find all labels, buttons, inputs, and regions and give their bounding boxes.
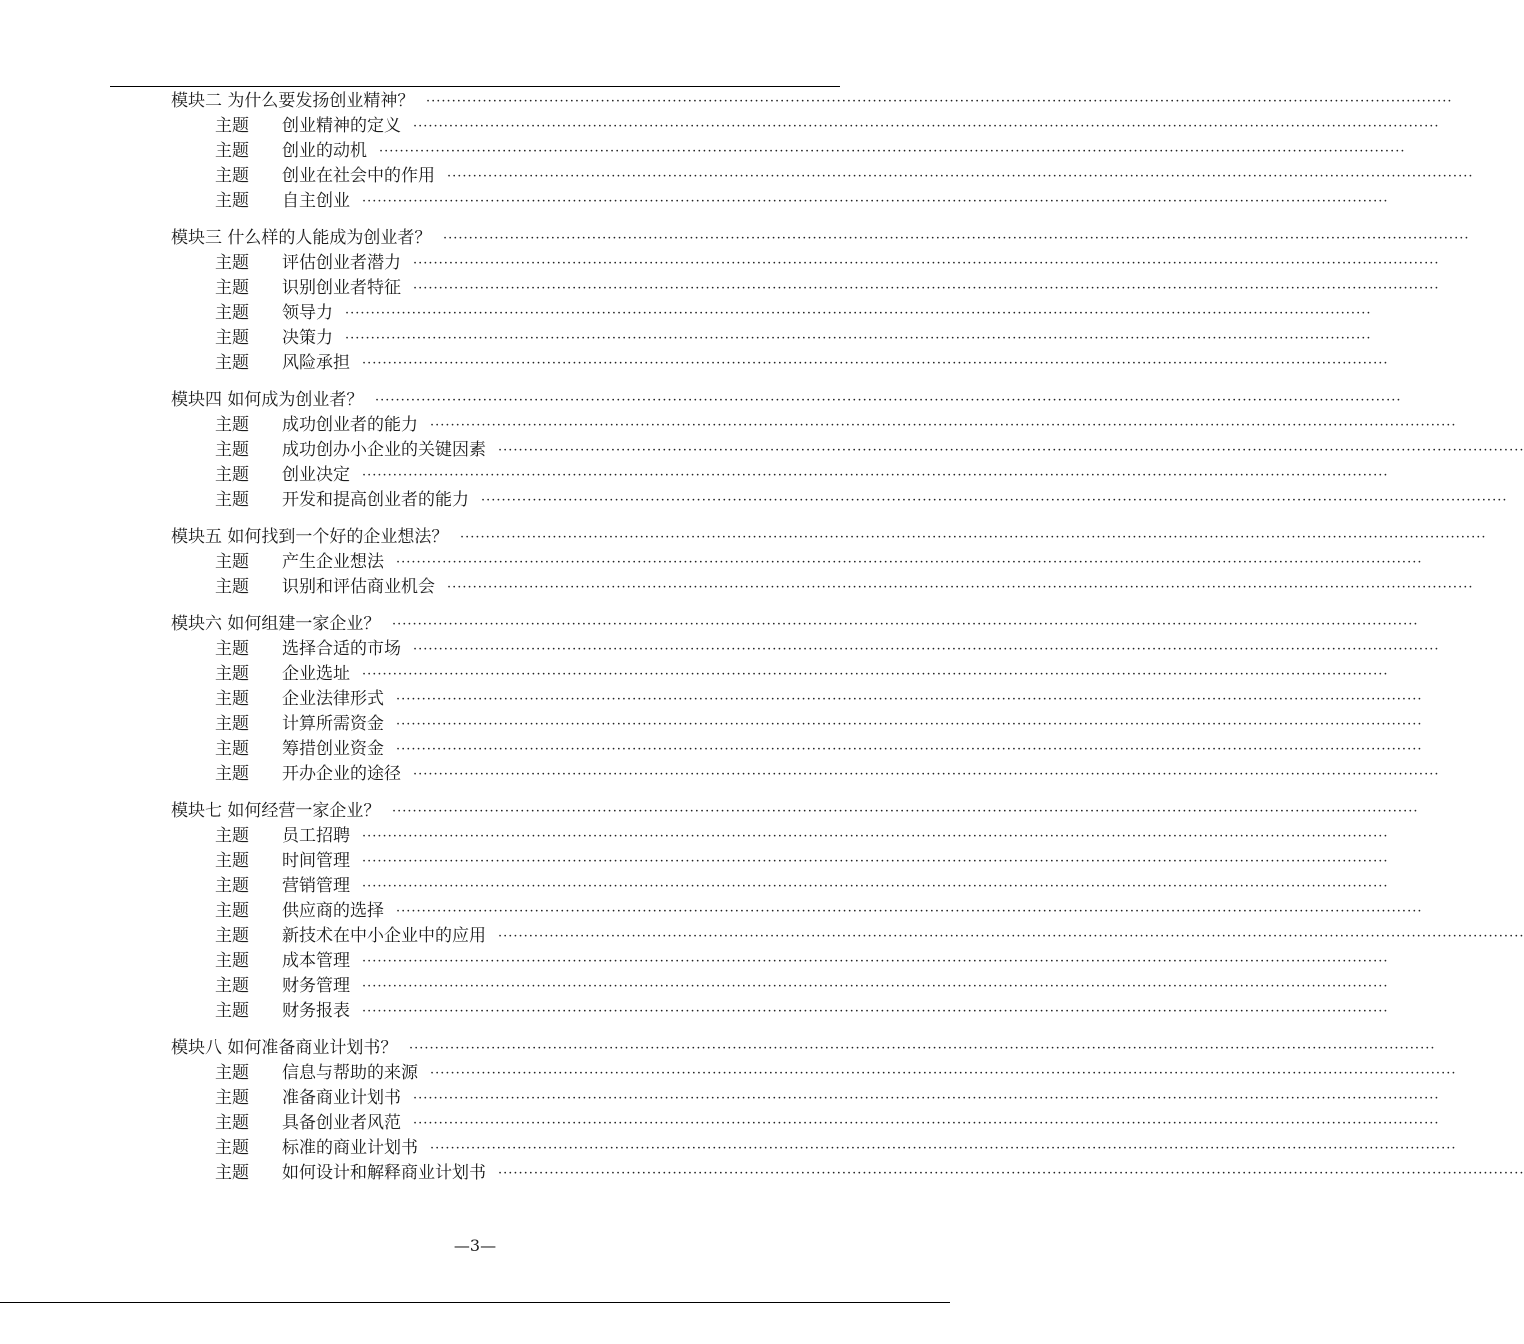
- topic-label: 主题: [215, 1001, 249, 1021]
- topic-entry: [0, 762, 1440, 787]
- topic-entry: [0, 1086, 1440, 1111]
- topic-entry: [0, 687, 1423, 712]
- dot-leader: ········································································································································································································: [362, 879, 1389, 894]
- topic-label: 主题: [215, 415, 249, 435]
- dot-leader: ········································································································································································································: [413, 1116, 1440, 1131]
- topic-entry: [0, 949, 1389, 974]
- topic-title: 准备商业计划书: [282, 1088, 401, 1108]
- topic-title: 营销管理: [282, 876, 350, 896]
- topic-label: 主题: [215, 303, 249, 323]
- module-title: 模块六 如何组建一家企业？: [171, 614, 381, 634]
- topic-label: 主题: [215, 901, 249, 921]
- topic-title: 供应商的选择: [282, 901, 384, 921]
- topic-entry: [0, 351, 1389, 376]
- topic-label: 主题: [215, 926, 249, 946]
- topic-entry: [0, 1136, 1457, 1161]
- topic-label: 主题: [215, 141, 249, 161]
- topic-entry: [0, 849, 1389, 874]
- topic-entry: [0, 550, 1423, 575]
- dot-leader: ········································································································································································································: [375, 393, 1402, 408]
- dot-leader: ········································································································································································································: [460, 530, 1487, 545]
- topic-title: 风险承担: [282, 353, 350, 373]
- topic-label: 主题: [215, 353, 249, 373]
- toc-module: [0, 612, 1440, 787]
- topic-title: 成功创业者的能力: [282, 415, 418, 435]
- topic-label: 主题: [215, 1088, 249, 1108]
- topic-label: 主题: [215, 851, 249, 871]
- topic-title: 创业的动机: [282, 141, 367, 161]
- module-heading: [0, 388, 1402, 413]
- topic-title: 决策力: [282, 328, 333, 348]
- topic-title: 成功创办小企业的关键因素: [282, 440, 486, 460]
- dot-leader: ········································································································································································································: [498, 1166, 1524, 1181]
- topic-label: 主题: [215, 951, 249, 971]
- dot-leader: ········································································································································································································: [396, 742, 1423, 757]
- topic-entry: [0, 114, 1440, 139]
- topic-title: 自主创业: [282, 191, 350, 211]
- toc-module: [0, 226, 1470, 376]
- dot-leader: ········································································································································································································: [396, 555, 1423, 570]
- topic-title: 领导力: [282, 303, 333, 323]
- dot-leader: ········································································································································································································: [396, 717, 1423, 732]
- topic-label: 主题: [215, 826, 249, 846]
- dot-leader: ········································································································································································································: [392, 804, 1419, 819]
- dot-leader: ········································································································································································································: [362, 468, 1389, 483]
- topic-label: 主题: [215, 739, 249, 759]
- module-title: 模块三 什么样的人能成为创业者？: [171, 228, 432, 248]
- topic-label: 主题: [215, 1138, 249, 1158]
- module-heading: [0, 1036, 1436, 1061]
- module-heading: [0, 612, 1419, 637]
- topic-title: 产生企业想法: [282, 552, 384, 572]
- topic-title: 创业在社会中的作用: [282, 166, 435, 186]
- dot-leader: ········································································································································································································: [498, 929, 1524, 944]
- dot-leader: ········································································································································································································: [396, 904, 1423, 919]
- topic-title: 识别创业者特征: [282, 278, 401, 298]
- topic-entry: [0, 413, 1457, 438]
- topic-title: 评估创业者潜力: [282, 253, 401, 273]
- topic-entry: [0, 189, 1389, 214]
- topic-entry: [0, 164, 1474, 189]
- module-title: 模块二 为什么要发扬创业精神？: [171, 91, 415, 111]
- topic-title: 财务报表: [282, 1001, 350, 1021]
- dot-leader: ········································································································································································································: [396, 692, 1423, 707]
- header-rule: [110, 86, 840, 87]
- topic-title: 选择合适的市场: [282, 639, 401, 659]
- topic-title: 员工招聘: [282, 826, 350, 846]
- module-heading: [0, 799, 1419, 824]
- topic-title: 企业选址: [282, 664, 350, 684]
- module-title: 模块四 如何成为创业者？: [171, 390, 364, 410]
- topic-label: 主题: [215, 639, 249, 659]
- topic-label: 主题: [215, 116, 249, 136]
- topic-title: 具备创业者风范: [282, 1113, 401, 1133]
- topic-entry: [0, 999, 1389, 1024]
- footer-rule: [0, 1302, 950, 1303]
- topic-entry: [0, 1161, 1524, 1186]
- dot-leader: ········································································································································································································: [362, 979, 1389, 994]
- topic-label: 主题: [215, 689, 249, 709]
- toc-module: [0, 525, 1487, 600]
- topic-title: 如何设计和解释商业计划书: [282, 1163, 486, 1183]
- dot-leader: ········································································································································································································: [426, 94, 1453, 109]
- dot-leader: ········································································································································································································: [430, 1066, 1457, 1081]
- dot-leader: ········································································································································································································: [362, 356, 1389, 371]
- module-heading: [0, 525, 1487, 550]
- page-number: —3—: [453, 1236, 497, 1255]
- topic-label: 主题: [215, 191, 249, 211]
- dot-leader: ········································································································································································································: [498, 443, 1524, 458]
- dot-leader: ········································································································································································································: [413, 767, 1440, 782]
- dot-leader: ········································································································································································································: [413, 281, 1440, 296]
- dot-leader: ········································································································································································································: [443, 231, 1470, 246]
- topic-entry: [0, 899, 1423, 924]
- topic-title: 标准的商业计划书: [282, 1138, 418, 1158]
- toc-module: [0, 1036, 1524, 1186]
- topic-title: 计算所需资金: [282, 714, 384, 734]
- topic-entry: [0, 251, 1440, 276]
- module-title: 模块五 如何找到一个好的企业想法？: [171, 527, 449, 547]
- toc-module: [0, 799, 1524, 1024]
- topic-title: 新技术在中小企业中的应用: [282, 926, 486, 946]
- topic-entry: [0, 326, 1372, 351]
- dot-leader: ········································································································································································································: [345, 331, 1372, 346]
- dot-leader: ········································································································································································································: [430, 418, 1457, 433]
- topic-entry: [0, 1061, 1457, 1086]
- topic-entry: [0, 874, 1389, 899]
- topic-label: 主题: [215, 465, 249, 485]
- topic-title: 创业决定: [282, 465, 350, 485]
- topic-title: 财务管理: [282, 976, 350, 996]
- dot-leader: ········································································································································································································: [447, 169, 1474, 184]
- topic-label: 主题: [215, 1063, 249, 1083]
- dot-leader: ········································································································································································································: [379, 144, 1406, 159]
- topic-label: 主题: [215, 278, 249, 298]
- module-title: 模块七 如何经营一家企业？: [171, 801, 381, 821]
- topic-title: 企业法律形式: [282, 689, 384, 709]
- topic-title: 信息与帮助的来源: [282, 1063, 418, 1083]
- topic-label: 主题: [215, 1113, 249, 1133]
- dot-leader: ········································································································································································································: [392, 617, 1419, 632]
- dot-leader: ········································································································································································································: [481, 493, 1508, 508]
- topic-entry: [0, 712, 1423, 737]
- topic-label: 主题: [215, 976, 249, 996]
- module-title: 模块八 如何准备商业计划书？: [171, 1038, 398, 1058]
- topic-label: 主题: [215, 166, 249, 186]
- dot-leader: ········································································································································································································: [413, 1091, 1440, 1106]
- topic-entry: [0, 974, 1389, 999]
- topic-title: 识别和评估商业机会: [282, 577, 435, 597]
- topic-entry: [0, 488, 1508, 513]
- topic-label: 主题: [215, 440, 249, 460]
- topic-title: 创业精神的定义: [282, 116, 401, 136]
- dot-leader: ········································································································································································································: [413, 119, 1440, 134]
- dot-leader: ········································································································································································································: [345, 306, 1372, 321]
- topic-label: 主题: [215, 490, 249, 510]
- topic-entry: [0, 662, 1389, 687]
- topic-label: 主题: [215, 764, 249, 784]
- dot-leader: ········································································································································································································: [362, 1004, 1389, 1019]
- dot-leader: ········································································································································································································: [362, 829, 1389, 844]
- topic-entry: [0, 463, 1389, 488]
- topic-label: 主题: [215, 1163, 249, 1183]
- topic-entry: [0, 637, 1440, 662]
- topic-entry: [0, 737, 1423, 762]
- topic-title: 成本管理: [282, 951, 350, 971]
- topic-entry: [0, 301, 1372, 326]
- topic-label: 主题: [215, 714, 249, 734]
- toc-module: [0, 388, 1524, 513]
- topic-entry: [0, 438, 1524, 463]
- topic-entry: [0, 139, 1406, 164]
- topic-title: 开发和提高创业者的能力: [282, 490, 469, 510]
- module-heading: [0, 226, 1470, 251]
- topic-entry: [0, 824, 1389, 849]
- topic-label: 主题: [215, 577, 249, 597]
- dot-leader: ········································································································································································································: [447, 580, 1474, 595]
- topic-entry: [0, 276, 1440, 301]
- dot-leader: ········································································································································································································: [430, 1141, 1457, 1156]
- dot-leader: ········································································································································································································: [362, 667, 1389, 682]
- topic-label: 主题: [215, 328, 249, 348]
- module-heading: [0, 89, 1453, 114]
- dot-leader: ········································································································································································································: [413, 256, 1440, 271]
- dot-leader: ········································································································································································································: [362, 954, 1389, 969]
- topic-label: 主题: [215, 876, 249, 896]
- dot-leader: ········································································································································································································: [362, 854, 1389, 869]
- dot-leader: ········································································································································································································: [362, 194, 1389, 209]
- topic-title: 时间管理: [282, 851, 350, 871]
- topic-label: 主题: [215, 253, 249, 273]
- topic-entry: [0, 924, 1524, 949]
- topic-entry: [0, 575, 1474, 600]
- dot-leader: ········································································································································································································: [413, 642, 1440, 657]
- topic-label: 主题: [215, 664, 249, 684]
- topic-label: 主题: [215, 552, 249, 572]
- topic-entry: [0, 1111, 1440, 1136]
- toc-module: [0, 89, 1474, 214]
- topic-title: 筹措创业资金: [282, 739, 384, 759]
- topic-title: 开办企业的途径: [282, 764, 401, 784]
- table-of-contents: [0, 89, 1524, 1198]
- dot-leader: ········································································································································································································: [409, 1041, 1436, 1056]
